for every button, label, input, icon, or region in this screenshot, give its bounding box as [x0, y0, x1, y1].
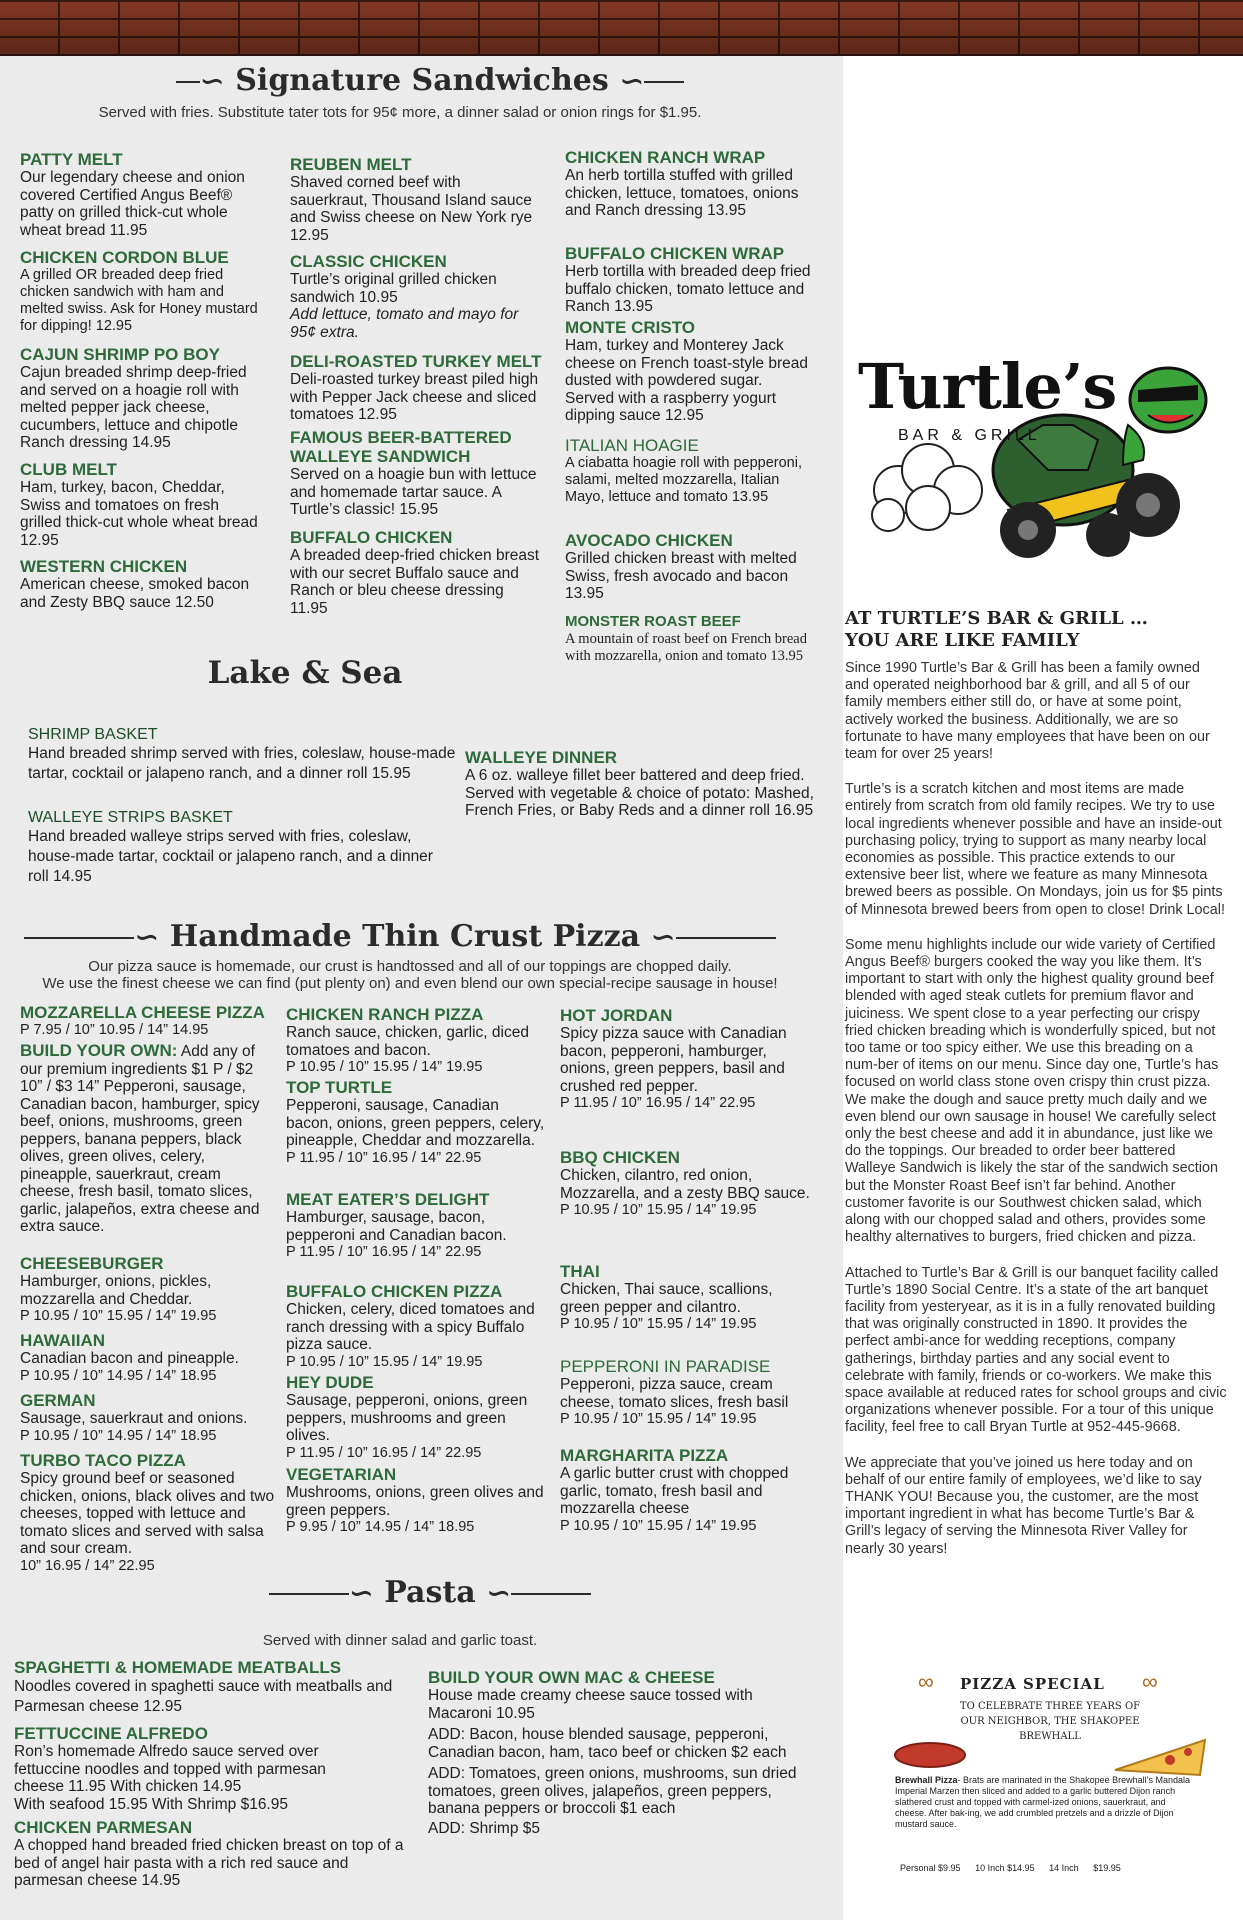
pretzel-icon: ∞: [1142, 1669, 1158, 1694]
menu-item: FETTUCCINE ALFREDO Ron’s homemade Alfredo sauce served over fettuccine noodles and topped with parmesan cheese 11.95 With chicken 14.95 With seafood 15.95 With Shrimp $16.95: [14, 1724, 326, 1813]
menu-item: PATTY MELT Our legendary cheese and onion covered Certified Angus Beef® patty on grilled thick-cut whole wheat bread 11.95: [20, 150, 245, 239]
menu-item: AVOCADO CHICKEN Grilled chicken breast with melted Swiss, fresh avocado and bacon 13.95: [565, 531, 797, 602]
menu-item: SHRIMP BASKET Hand breaded shrimp served with fries, coleslaw, house-made tartar, cocktail or jalapeno ranch, and a dinner roll 15.95: [28, 726, 456, 782]
sandwiches-subtitle: Served with fries. Substitute tater tots for 95¢ more, a dinner salad or onion rings for $1.95.: [98, 104, 702, 121]
about-body: Since 1990 Turtle’s Bar & Grill has been a family owned and operated neighborhood bar & grill, and all 5 of our family members either still do, or have at some point, actively worked the business. Additionally, we are so fortunate to have many employees that have been on our team for over 25 years! Turtle’s is a scratch kitchen and most items are made entirely from scratch from old family recipes. We try to use local ingredients whenever possible and have an inside-out purchasing policy, trying to support as many nearby local economies as possible. This practice extends to our extensive beer list, where we feature as many Minnesota brewed beers as possible. On Mondays, join us for $5 pints of Minnesota brewed beers from open to close! Drink Local! Some menu highlights include our wide variety of Certified Angus Beef® burgers cooked the way you like them. It’s important to start with only the highest quality ground beef blended with aged steak cutlets for premium flavor and juiciness. We spent close to a year perfecting our crispy fried chicken breading which is wonderfully spiced, but not too tame or too spicy either. We use this breading on a num-ber of items on our menu. Since day one, Turtle’s has focused on world class stone oven crispy thin crust pizza. We make the dough and sauce pretty much daily and we even blend our own sausage in house! We carefully select only the best cheese and add it in abundance, just like we do the toppings. Our breaded to order beer battered Walleye Sandwich is likely the star of the sandwich section but the Monster Roast Beef isn’t far behind. Another customer favorite is our Southwest chicken salad, which along with our chopped salad and others, provides some healthy alternatives to burgers, fried chicken and pizza. Attached to Turtle’s Bar & Grill is our banquet facility called Turtle’s 1890 Social Centre. It’s a state of the art banquet facility from yesteryear, as it is in a fully renovated building that was originally constructed in 1890. It provides the perfect ambi-ance for wedding receptions, company gatherings, birthday parties and any social event to celebrate with family, friends or co-workers. We make this space available at reduced rates for school groups and civic organizations whenever possible. For a tour of this unique facility, feel free to call Bryan Turtle at 952-445-9668. We appreciate that you’ve joined us here today and on behalf of our entire family of employees, we’d like to say THANK YOU! Because you, the customer, are the most important ingredient in what has become Turtle’s Bar & Grill’s legacy of serving the Minnesota River Valley for nearly 30 years!: [845, 660, 1227, 1557]
pizza-special-card: ∞ ∞ PIZZA SPECIAL TO CELEBRATE THREE YEARS OF OUR NEIGHBOR, THE SHAKOPEE BREWHALL Brewhall Pizza- Brats are marinated in the Shakopee Brewhall’s Mandala Imperial Marzen then sliced and added to a garlic buttered Dijon ranch slathered crust and topped with carmel-ized onions, sauerkraut, and cheese. After bak-ing, we add crumbled pretzels and a drizzle of Dijon mustard sauce. Personal $9.95 10 Inch $14.95 14 Inch $19.95: [880, 1655, 1220, 1905]
menu-item: DELI-ROASTED TURKEY MELT Deli-roasted turkey breast piled high with Pepper Jack cheese and sliced tomatoes 12.95: [290, 352, 542, 423]
menu-item: HOT JORDAN Spicy pizza sauce with Canadian bacon, pepperoni, hamburger, onions, green peppers, basil and crushed red pepper. P 11.95 / 10” 16.95 / 14” 22.95: [560, 1006, 787, 1111]
menu-item: VEGETARIAN Mushrooms, onions, green olives and green peppers. P 9.95 / 10” 14.95 / 14” 18.95: [286, 1465, 544, 1535]
menu-item: CLASSIC CHICKEN Turtle’s original grilled chicken sandwich 10.95 Add lettuce, tomato and mayo for 95¢ extra.: [290, 252, 519, 341]
pizza-subtitle: Our pizza sauce is homemade, our crust is handtossed and all of our toppings are chopped daily.: [88, 958, 732, 975]
swirl-ornament-icon: ∽: [134, 920, 160, 955]
menu-item: MEAT EATER’S DELIGHT Hamburger, sausage, bacon, pepperoni and Canadian bacon. P 11.95 / 10” 16.95 / 14” 22.95: [286, 1190, 507, 1260]
menu-item: REUBEN MELT Shaved corned beef with sauerkraut, Thousand Island sauce and Swiss cheese on New York rye 12.95: [290, 155, 533, 244]
menu-item: CHICKEN RANCH WRAP An herb tortilla stuffed with grilled chicken, lettuce, tomatoes, onions and Ranch dressing 13.95: [565, 148, 799, 219]
menu-item: GERMAN Sausage, sauerkraut and onions. P 10.95 / 10” 14.95 / 14” 18.95: [20, 1391, 248, 1444]
menu-item: BBQ CHICKEN Chicken, cilantro, red onion, Mozzarella, and a zesty BBQ sauce. P 10.95 / 10” 15.95 / 14” 19.95: [560, 1148, 810, 1218]
logo-wordmark: Turtle’s: [858, 350, 1117, 423]
swirl-ornament-icon: ∽: [650, 920, 676, 955]
menu-item: CHICKEN PARMESAN A chopped hand breaded fried chicken breast on top of a bed of angel hair pasta with a rich red sauce and parmesan cheese 14.95: [14, 1818, 404, 1889]
menu-item: CHEESEBURGER Hamburger, onions, pickles, mozzarella and Cheddar. P 10.95 / 10” 15.95 / 14” 19.95: [20, 1254, 217, 1324]
menu-item: CHICKEN CORDON BLUE A grilled OR breaded deep fried chicken sandwich with ham and melted swiss. Ask for Honey mustard for dipping! 12.95: [20, 248, 258, 334]
menu-item: THAI Chicken, Thai sauce, scallions, green pepper and cilantro. P 10.95 / 10” 15.95 / 14” 19.95: [560, 1262, 773, 1332]
swirl-ornament-icon: ∽: [348, 1576, 374, 1611]
pizza-title: ∽ Handmade Thin Crust Pizza ∽: [10, 918, 790, 957]
pizza-subtitle: We use the finest cheese we can find (put plenty on) and even blend our own special-recipe sausage in house!: [42, 975, 778, 992]
lake-sea-title: Lake & Sea: [207, 655, 403, 691]
menu-item: CLUB MELT Ham, turkey, bacon, Cheddar, Swiss and tomatoes on fresh grilled thick-cut whole wheat bread 12.95: [20, 460, 258, 549]
menu-item: MONTE CRISTO Ham, turkey and Monterey Jack cheese on French toast-style bread dusted with powdered sugar. Served with a raspberry yogurt dipping sauce 12.95: [565, 318, 808, 424]
menu-item: SPAGHETTI & HOMEMADE MEATBALLS Noodles covered in spaghetti sauce with meatballs and Parmesan cheese 12.95: [14, 1658, 393, 1715]
menu-item: FAMOUS BEER-BATTERED WALLEYE SANDWICH Served on a hoagie bun with lettuce and homemade tartar sauce. A Turtle’s classic! 15.95: [290, 428, 537, 518]
pasta-title: ∽ Pasta ∽: [230, 1574, 630, 1613]
menu-item: WALLEYE DINNER A 6 oz. walleye fillet beer battered and deep fried. Served with vegetable & choice of potato: Mashed, French Fries, or Baby Reds and a dinner roll 16.95: [465, 748, 814, 819]
swirl-ornament-icon: ∽: [619, 64, 645, 99]
pasta-subtitle: Served with dinner salad and garlic toast.: [262, 1632, 538, 1649]
menu-item: WESTERN CHICKEN American cheese, smoked bacon and Zesty BBQ sauce 12.50: [20, 557, 250, 611]
menu-item: WALLEYE STRIPS BASKET Hand breaded walleye strips served with fries, coleslaw, house-made tartar, cocktail or jalapeno ranch, and a dinner roll 14.95: [28, 809, 433, 885]
menu-item: BUFFALO CHICKEN PIZZA Chicken, celery, diced tomatoes and ranch dressing with a spicy Buffalo pizza sauce. P 10.95 / 10” 15.95 / 14” 19.95: [286, 1282, 535, 1370]
sandwiches-title: ∽ Signature Sandwiches ∽: [170, 62, 690, 101]
menu-item: CAJUN SHRIMP PO BOY Cajun breaded shrimp deep-fried and served on a hoagie roll with melted pepper jack cheese, cucumbers, lettuce and chipotle Ranch dressing 14.95: [20, 345, 247, 451]
logo-subtitle: BAR & GRILL: [898, 427, 1041, 444]
menu-item: ITALIAN HOAGIE A ciabatta hoagie roll with pepperoni, salami, melted mozzarella, Italian Mayo, lettuce and tomato 13.95: [565, 436, 802, 505]
pizza-slice-icon: [1110, 1730, 1210, 1780]
menu-item: BUILD YOUR OWN: Add any of our premium ingredients $1 P / $2 10” / $3 14” Pepperoni, sausage, Canadian bacon, hamburger, spicy beef, onions, mushrooms, green peppers, banana peppers, black olives, green olives, celery, pineapple, sauerkraut, cream cheese, fresh basil, tomato slices, garlic, jalapeños, extra cheese and extra sauce.: [20, 1041, 260, 1235]
menu-item: HAWAIIAN Canadian bacon and pineapple. P 10.95 / 10” 14.95 / 14” 18.95: [20, 1331, 239, 1384]
menu-item: CHICKEN RANCH PIZZA Ranch sauce, chicken, garlic, diced tomatoes and bacon. P 10.95 / 10” 15.95 / 14” 19.95: [286, 1005, 529, 1075]
swirl-ornament-icon: ∽: [486, 1576, 512, 1611]
menu-item: BUILD YOUR OWN MAC & CHEESE House made creamy cheese sauce tossed with Macaroni 10.95 ADD: Bacon, house blended sausage, pepperoni, Canadian bacon, ham, taco beef or chicken $2 each ADD: Tomatoes, green onions, mushrooms, sun dried tomatoes, green olives, jalapeños, green peppers, banana peppers or broccoli $1 each ADD: Shrimp $5: [428, 1668, 797, 1837]
menu-item: PEPPERONI IN PARADISE Pepperoni, pizza sauce, cream cheese, tomato slices, fresh basil P 10.95 / 10” 15.95 / 14” 19.95: [560, 1357, 789, 1427]
menu-item: BUFFALO CHICKEN A breaded deep-fried chicken breast with our secret Buffalo sauce and Ranch or bleu cheese dressing 11.95: [290, 528, 540, 617]
menu-item: MARGHARITA PIZZA A garlic butter crust with chopped garlic, tomato, fresh basil and mozzarella cheese P 10.95 / 10” 15.95 / 14” 19.95: [560, 1446, 789, 1534]
menu-item: TURBO TACO PIZZA Spicy ground beef or seasoned chicken, onions, black olives and two cheeses, topped with lettuce and tomato slices and served with salsa and sour cream. 10” 16.95 / 14” 22.95: [20, 1451, 275, 1574]
menu-item: BUFFALO CHICKEN WRAP Herb tortilla with breaded deep fried buffalo chicken, tomato lettuce and Ranch 13.95: [565, 244, 811, 315]
sausage-icon: [890, 1735, 970, 1775]
swirl-ornament-icon: ∽: [199, 64, 225, 99]
pretzel-icon: ∞: [918, 1669, 934, 1694]
menu-item: MONSTER ROAST BEEF A mountain of roast beef on French bread with mozzarella, onion and tomato 13.95: [565, 613, 807, 664]
about-title: AT TURTLE’S BAR & GRILL … YOU ARE LIKE FAMILY: [845, 608, 1148, 651]
turtles-logo: [858, 330, 1228, 570]
menu-item: TOP TURTLE Pepperoni, sausage, Canadian bacon, onions, green peppers, celery, pineapple, Cheddar and mozzarella. P 11.95 / 10” 16.95 / 14” 22.95: [286, 1078, 545, 1166]
menu-item: HEY DUDE Sausage, pepperoni, onions, green peppers, mushrooms and green olives. P 11.95 / 10” 16.95 / 14” 22.95: [286, 1373, 528, 1461]
menu-item: MOZZARELLA CHEESE PIZZA P 7.95 / 10” 10.95 / 14” 14.95: [20, 1003, 265, 1038]
